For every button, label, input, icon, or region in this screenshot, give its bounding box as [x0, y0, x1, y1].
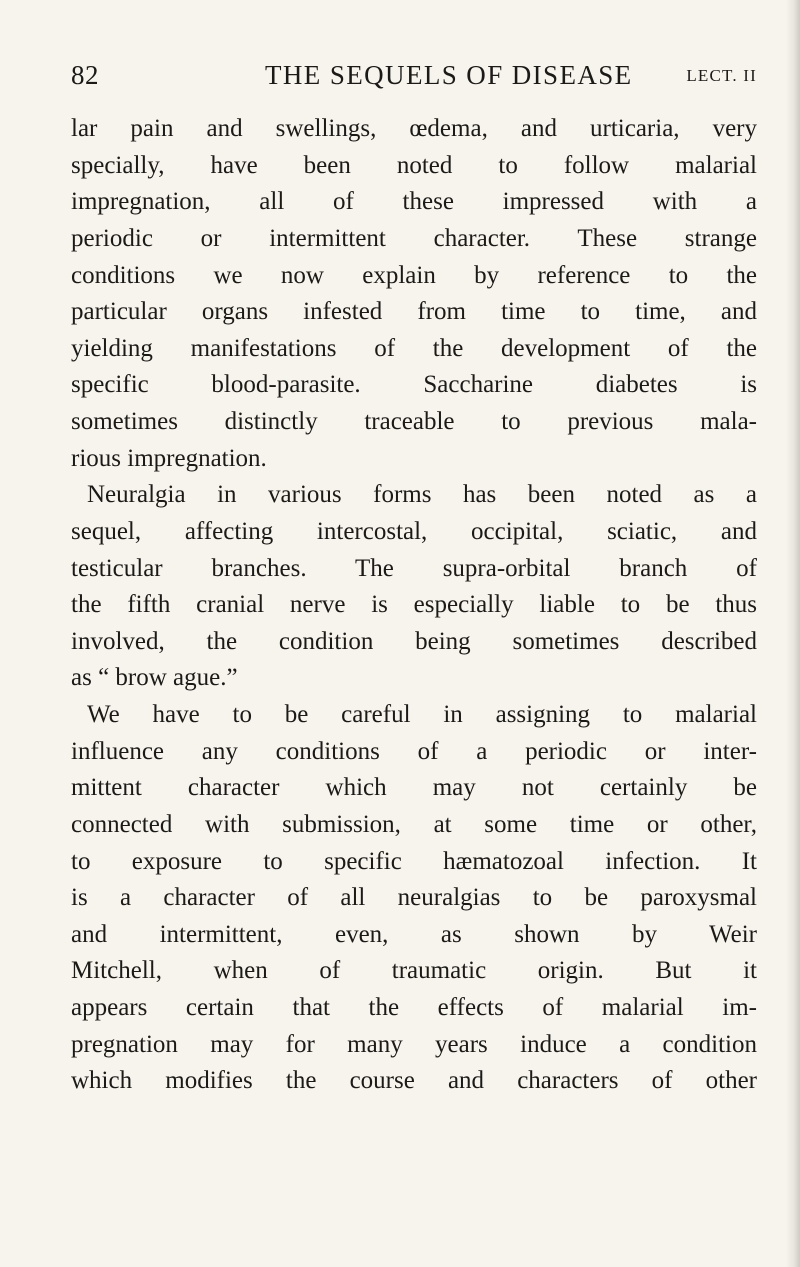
- running-title: THE SEQUELS OF DISEASE: [265, 60, 633, 90]
- paragraph-start-line: Neuralgia in various forms has been noted as a: [87, 481, 757, 509]
- page-number: 82: [71, 60, 99, 90]
- text-line: conditions we now explain by reference to the: [71, 261, 757, 289]
- text-line: specific blood-parasite. Saccharine diabetes is: [71, 371, 757, 399]
- text-line: specially, have been noted to follow malarial: [71, 151, 757, 179]
- text-line: and intermittent, even, as shown by Weir: [71, 920, 757, 948]
- text-line: connected with submission, at some time or other,: [71, 810, 757, 838]
- text-line: testicular branches. The supra-orbital branch of: [71, 554, 757, 582]
- paragraph-end-line: as “ brow ague.”: [71, 664, 238, 692]
- text-line: particular organs infested from time to time, and: [71, 298, 757, 326]
- lecture-reference: LECT. II: [686, 66, 757, 85]
- text-line: periodic or intermittent character. These strange: [71, 224, 757, 252]
- page-edge-shadow: [786, 0, 800, 1267]
- text-line: sequel, affecting intercostal, occipital, sciatic, and: [71, 517, 757, 545]
- text-line: which modifies the course and characters of other: [71, 1067, 757, 1095]
- text-line: to exposure to specific hæmatozoal infection. It: [71, 847, 757, 875]
- paragraph-start-line: We have to be careful in assigning to malarial: [87, 701, 757, 728]
- paragraph-end-line: rious impregnation.: [71, 444, 267, 472]
- text-line: lar pain and swellings, œdema, and urticaria, very: [71, 115, 757, 142]
- text-line: sometimes distinctly traceable to previous mala-: [71, 408, 757, 435]
- text-line: is a character of all neuralgias to be paroxysmal: [71, 884, 757, 912]
- body-text: [71, 111, 757, 1100]
- text-line: pregnation may for many years induce a condition: [71, 1030, 757, 1058]
- text-line: appears certain that the effects of malarial im-: [71, 994, 757, 1021]
- text-line: yielding manifestations of the development of the: [71, 334, 757, 362]
- text-line: involved, the condition being sometimes described: [71, 627, 757, 655]
- running-header: [71, 60, 757, 94]
- text-line: influence any conditions of a periodic or inter-: [71, 737, 757, 765]
- text-line: impregnation, all of these impressed with a: [71, 188, 757, 216]
- text-line: Mitchell, when of traumatic origin. But it: [71, 957, 757, 985]
- text-line: the fifth cranial nerve is especially liable to be thus: [71, 591, 757, 619]
- text-line: mittent character which may not certainly be: [71, 774, 757, 802]
